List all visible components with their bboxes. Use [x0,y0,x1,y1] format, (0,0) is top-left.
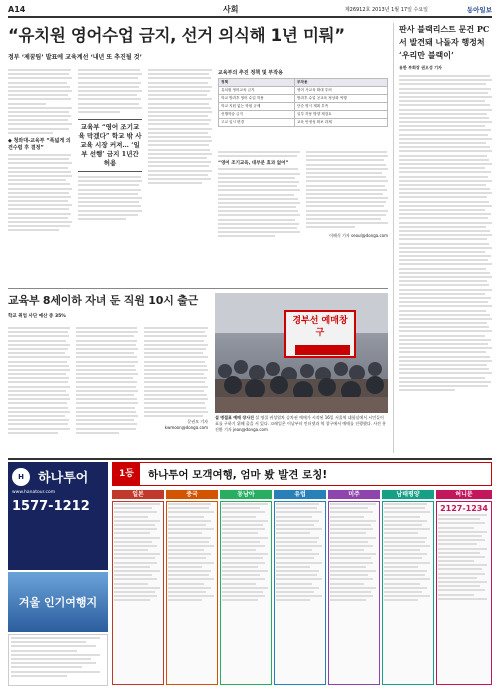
article-body-text [399,75,492,393]
photo-sign-text: 경부선 예매창구 [292,316,348,338]
table-cell: 영어 사교육 확대 우려 [295,87,388,95]
destination-header[interactable]: 미주 [328,490,380,499]
table-cell: 학교 지원 없는 학원 규제 [219,103,295,111]
banner-text: 하나투어 모객여행, 엄마 봤 발견 로칭! [147,468,328,481]
secondary-column-3 [144,327,208,453]
photo-caption-text: 설 명절 귀성열차 승차권 예매가 시작된 16일 서울역 대합실에서 시민들이 표를 구하기 위해 줄을 서 있다. 코레일은 이날부터 인터넷과 역 창구에서 예매를 진행했다. [215,415,384,426]
main-headline: “유치원 영어수업 금지, 선거 의식해 1년 미뤄” [8,26,345,45]
article-body-text [306,151,388,231]
product-listing[interactable] [220,501,272,685]
photo-credit: 사진 홍진환 기자 jean@donga.com [215,421,387,432]
issue-date: 제26912호 2013년 1월 17일 수요일 [344,7,428,13]
table-cell: 일부 허용 방향 재검토 [295,111,388,119]
table-row [219,95,388,103]
table-cell: 단순 명시 계획 부족 [295,103,388,111]
destination-header[interactable]: 허니문 [436,490,492,499]
article-main [8,23,388,285]
hanatour-bottom-block [8,634,108,686]
crowd-photo-image [215,293,388,413]
article-body-text [8,154,72,234]
destination-header[interactable]: 남태평양 [382,490,434,499]
destination-header[interactable]: 중국 [166,490,218,499]
secondary-column-2 [76,327,138,453]
table-cell: 학교 방과후 영어 수업 허용 [219,95,295,103]
article-secondary [8,293,208,453]
table-header: 부작용 [295,79,388,87]
news-photo [215,293,388,413]
article-column-1 [8,69,72,281]
article-body-text [218,151,300,159]
article-body-text [148,69,212,186]
table-row [219,111,388,119]
product-listing[interactable] [112,501,164,685]
hanatour-logo-block [8,462,108,570]
policy-table-box [218,69,388,145]
policy-table [218,78,388,127]
winter-promo-title: 겨울 인기여행지 [18,596,98,609]
article-column-3 [148,69,212,281]
table-title: 교육부의 추진 정책 및 부작용 [218,70,283,76]
destination-header[interactable]: 일본 [112,490,164,499]
destination-header[interactable]: 유럽 [274,490,326,499]
hanatour-phone[interactable]: 1577-1212 [12,499,90,514]
article-body-text [218,168,300,239]
right-column-article [393,23,492,453]
table-row [219,119,388,127]
hanatour-ad[interactable] [8,458,492,686]
photo-caption [215,415,388,453]
main-deck: 정부 ‘제꿈팀’ 발표에 교육계선 ‘내년 또 추진될 것’ [8,54,142,61]
byline: 문권모 기자 kwmoon@donga.com [164,419,208,431]
table-cell: 고교 입시 변경 [219,119,295,127]
secondary-subhead: 학교 취업 사단 예산 중 35% [8,314,66,319]
article-body-text [78,69,142,115]
right-column-byline: 유한 부회장 권오성 기자 [399,65,442,70]
table-row [219,103,388,111]
hanatour-url[interactable]: www.hanatour.com [12,490,56,495]
article-column-4 [218,151,300,281]
page-number: A14 [8,5,26,14]
article-subhead: ◆ 청와대-교육부 “폭넓게 의견수렴 후 결정” [8,138,71,151]
product-listing[interactable] [274,501,326,685]
table-header: 정책 [219,79,295,87]
table-cell: 선행학습 금지 [219,111,295,119]
product-listing[interactable] [382,501,434,685]
hanatour-logo-icon: H [12,468,30,486]
product-grid [112,490,492,686]
page-header [8,4,492,18]
grid-phone[interactable]: 2127-1234 [440,504,488,513]
product-listing[interactable] [436,501,492,685]
table-cell: 방과후 수업 공교육 정상화 역행 [295,95,388,103]
hanatour-name: 하나투어 [38,471,89,486]
winter-promo-block [8,572,108,632]
article-body-text [78,176,142,222]
destination-header[interactable]: 동남아 [220,490,272,499]
hanatour-banner [112,462,492,486]
article-column-5 [306,151,388,281]
table-cell: 유치원 영어교육 금지 [219,87,295,95]
section-divider [8,288,388,289]
article-column-2 [78,69,142,281]
photo-caption-head: 설 명절표 예매 장사진 [215,415,254,420]
product-listing[interactable] [328,501,380,685]
newspaper-brand: 동아일보 [466,6,492,14]
pull-quote: 교육부 “영어 조기교육 막겠다” 학교 밖 사교육 시장 커져… ‘일부 선행’ 금지 1년간 허용 [78,119,142,172]
article-body-text [8,69,72,136]
banner-badge: 1등 [113,463,140,485]
sidebar-title: “영어 조기교육, 대부분 효과 없어” [218,161,289,167]
right-column-title: 판사 블랙리스트 문건 PC서 발견돼 나돌자 행정처 ‘우리만 블랙이’ [399,24,490,60]
table-row [219,87,388,95]
product-listing[interactable] [166,501,218,685]
byline: 이해식 기자 seoul@donga.com [329,232,388,238]
secondary-column-1 [8,327,70,453]
section-name: 사회 [223,5,239,14]
table-cell: 교육 안정성 확보 과제 [295,119,388,127]
secondary-headline: 교육부 8세이하 자녀 둔 직원 10시 출근 [8,294,199,307]
